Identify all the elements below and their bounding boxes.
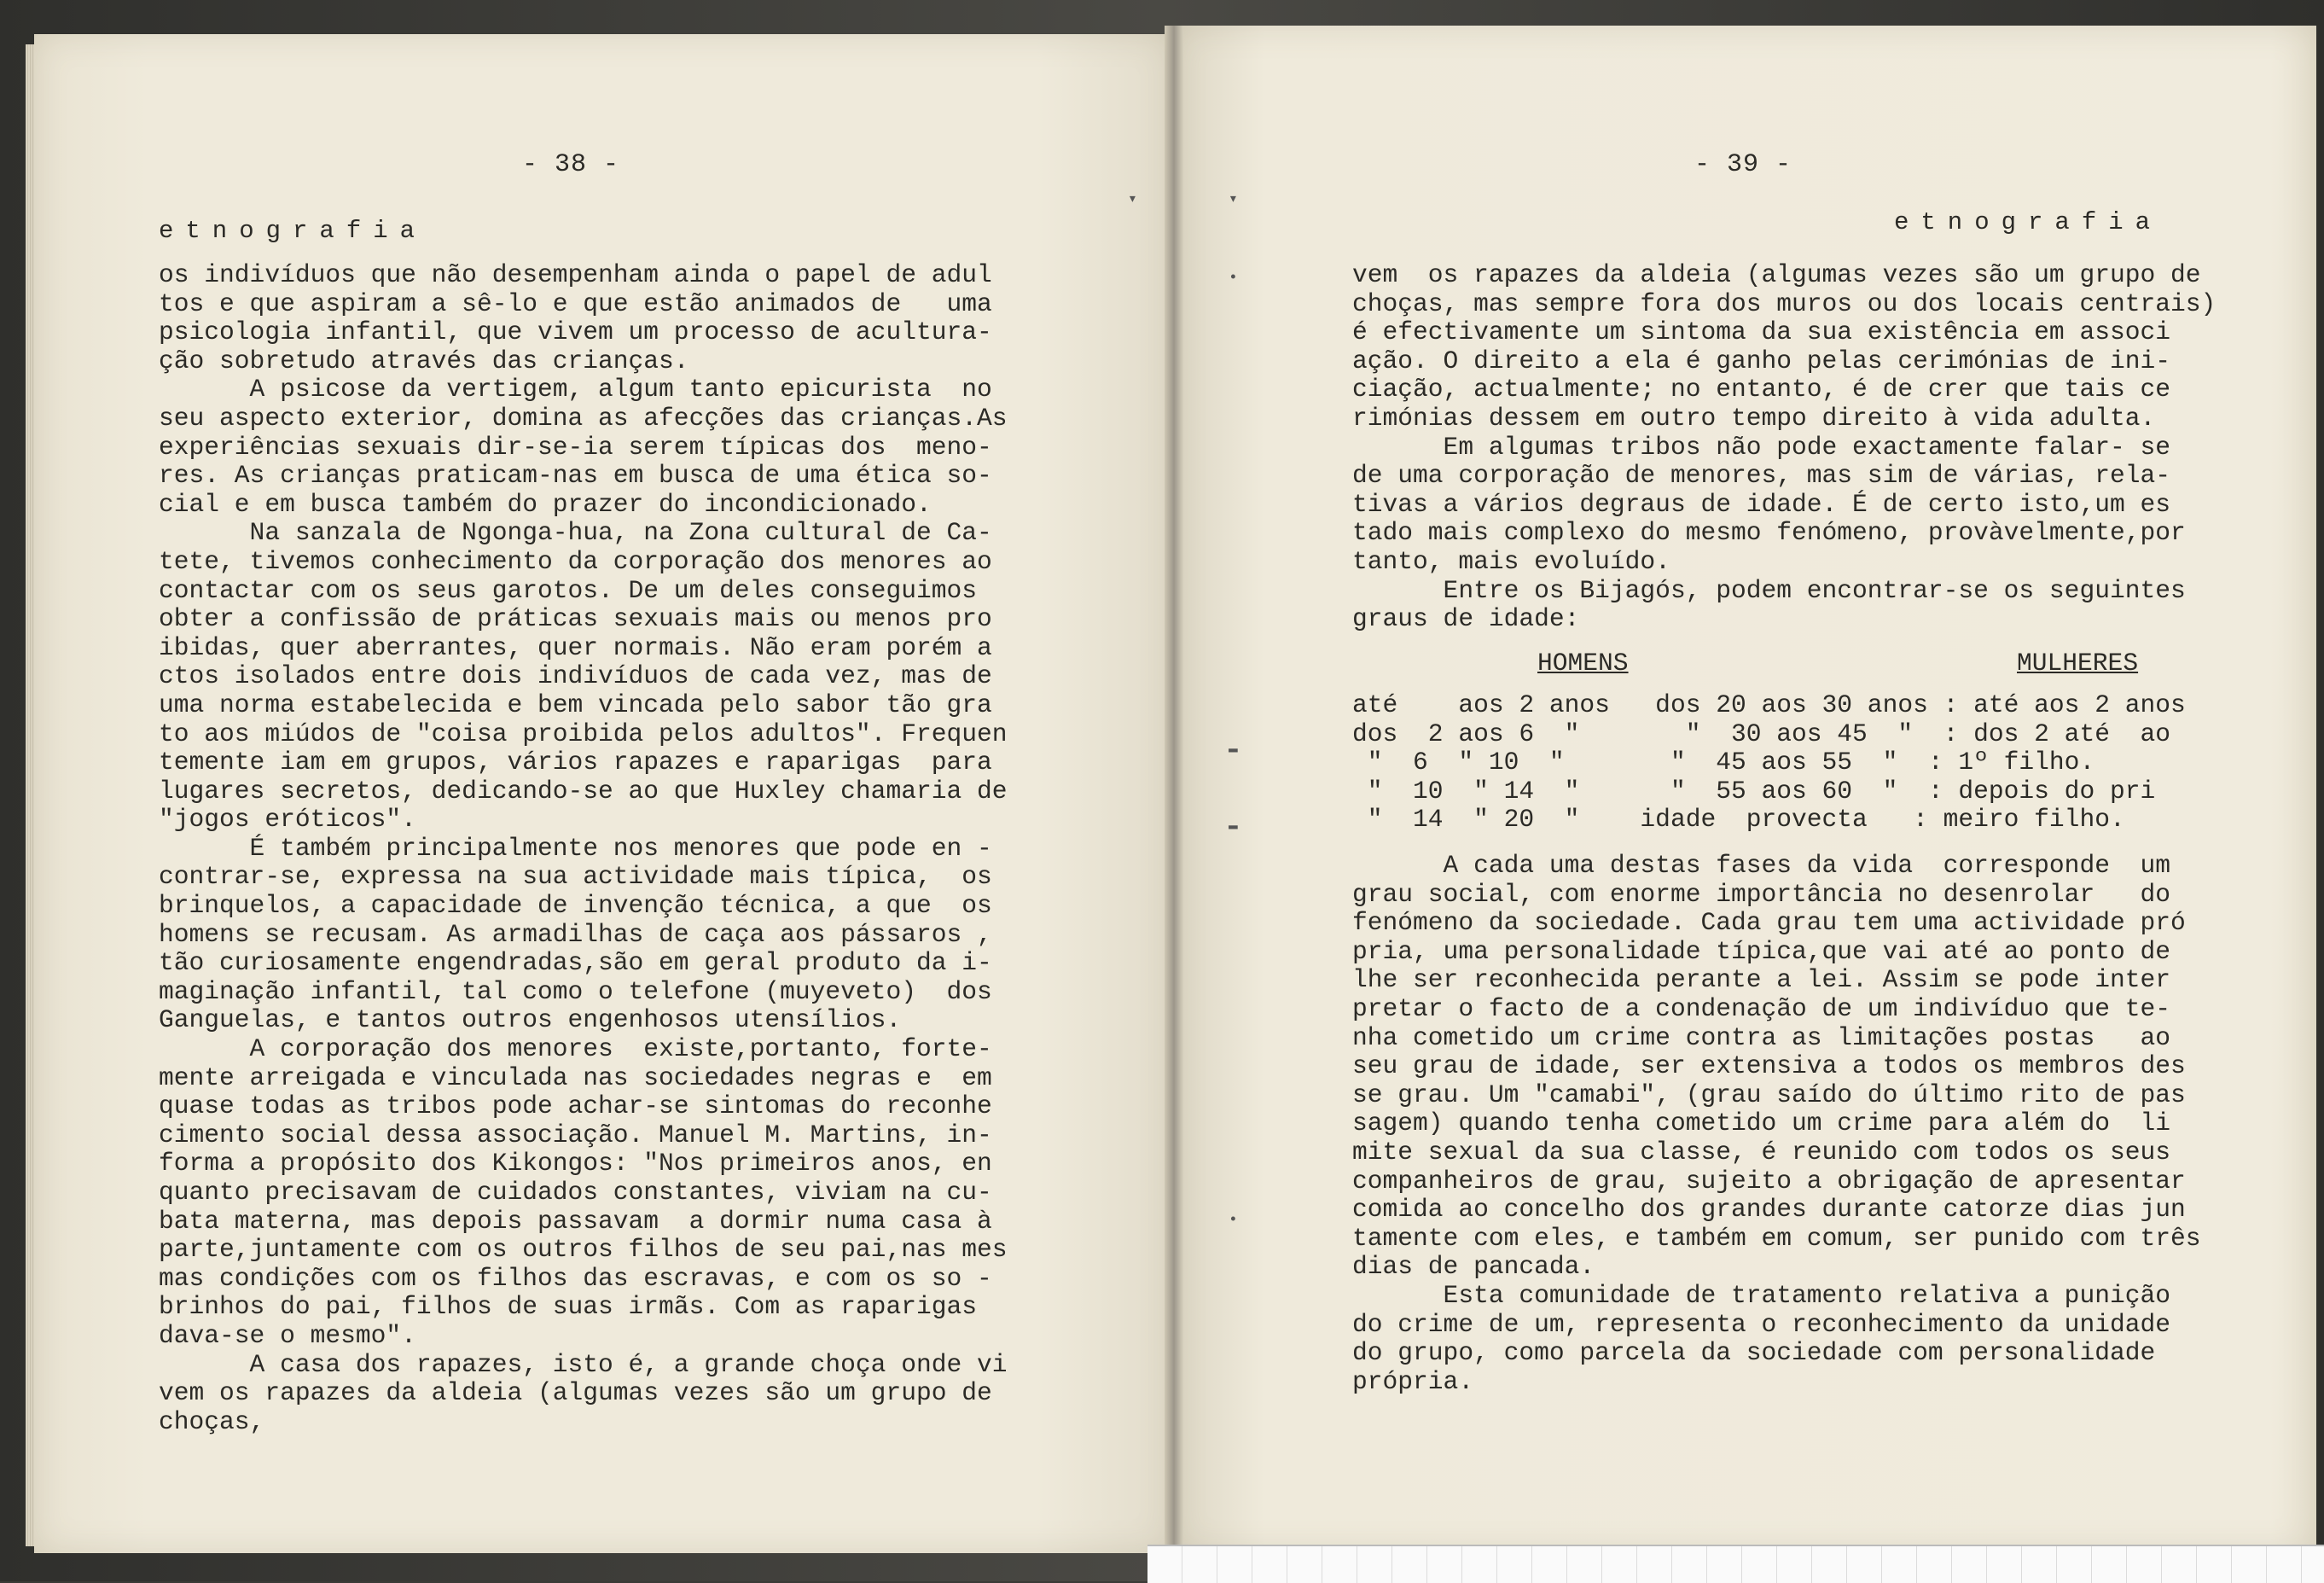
right-page-body-bottom: A cada uma destas fases da vida corresponde um grau social, com enorme importância no desenrolar do fenómeno da sociedade. Cada grau tem uma actividade pró pria, uma personalidade típica,que vai até ao ponto de lhe ser reconhecida perante a lei. Assim se pode inter pretar o facto de a condenação de um indivíduo que te- nha cometido um crime contra as limitações postas ao seu grau de idade, ser extensiva a todos os membros des se grau. Um "camabi", (grau saído do último rito de pas sagem) quando tenha cometido um crime para além do li mite sexual da sua classe, é reunido com todos os seus companheiros de grau, sujeito a obrigação de apresentar comida ao concelho dos grandes durante catorze dias jun tamente com eles, e também em comum, ser punido com três dias de pancada. Esta comunidade de tratamento relativa a punição do crime de um, representa o reconhecimento da unidade do grupo, como parcela da sociedade com personalidade própria. — [1352, 851, 2201, 1396]
binding-mark: ▾ — [1128, 191, 1137, 208]
table-row: " 6 " 10 " " 45 aos 55 " : 1º filho. — [1352, 748, 2095, 777]
table-header-homens: HOMENS — [1537, 649, 1629, 678]
right-page-number: - 39 - — [1694, 150, 1792, 179]
binding-mark: • — [1229, 1212, 1238, 1229]
binding-mark: • — [1229, 270, 1238, 287]
left-page-body: os indivíduos que não desempenham ainda o papel de adul tos e que aspiram a sê-lo e que estão animados de uma psicologia infantil, que vivem um processo de acultura- ção sobretudo através das crianças. A psicose da vertigem, algum tanto epicurista no seu aspecto exterior, domina as afecções das crianças.As experiências sexuais dir-se-ia serem típicas dos meno- res. As crianças praticam-nas em busca de uma ética so- cial e em busca também do prazer do incondicionado. Na sanzala de Ngonga-hua, na Zona cultural de Ca- tete, tivemos conhecimento da corporação dos menores ao contactar com os seus garotos. De um deles conseguimos obter a confissão de práticas sexuais mais ou menos pro ibidas, quer aberrantes, quer normais. Não eram porém a ctos isolados entre dois indivíduos de cada vez, mas de uma norma estabelecida e bem vincada pelo sabor tão gra to aos miúdos de "coisa proibida pelos adultos". Frequen temente iam em grupos, vários rapazes e raparigas para lugares secretos, dedicando-se ao que Huxley chamaria de "jogos eróticos". É também principalmente nos menores que pode en - contrar-se, expressa na sua actividade mais típica, os brinquelos, a capacidade de invenção técnica, a que os homens se recusam. As armadilhas de caça aos pássaros , tão curiosamente engendradas,são em geral produto da i- maginação infantil, tal como o telefone (muyeveto) dos Ganguelas, e tantos outros engenhosos utensílios. A corporação dos menores existe,portanto, forte- mente arreigada e vinculada nas sociedades negras e em quase todas as tribos pode achar-se sintomas do reconhe cimento social dessa associação. Manuel M. Martins, in- forma a propósito dos Kikongos: "Nos primeiros anos, en quanto precisavam de cuidados constantes, viviam na cu- bata materna, mas depois passavam a dormir numa casa à parte,juntamente com os outros filhos de seu pai,nas mes mas condições com os filhos das escravas, e com os so - brinhos do pai, filhos de suas irmãs. Com as raparigas dava-se o mesmo". A casa dos rapazes, isto é, a grande choça onde vi vem os rapazes da aldeia (algumas vezes são um grupo de choças, — [159, 260, 1008, 1436]
age-grades-table — [1352, 691, 2186, 835]
table-row: " 14 " 20 " idade provecta : meiro filho. — [1352, 805, 2125, 835]
book-gutter — [1165, 26, 1183, 1553]
binding-mark: ▾ — [1229, 191, 1238, 208]
scale-ruler — [1147, 1545, 2324, 1583]
table-row: " 10 " 14 " " 55 aos 60 " : depois do pri — [1352, 776, 2156, 806]
binding-mark: ▬ — [1229, 741, 1238, 758]
right-page-body-top: vem os rapazes da aldeia (algumas vezes são um grupo de choças, mas sempre fora dos muros ou dos locais centrais) é efectivamente um sintoma da sua existência em associ ação. O direito a ela é ganho pelas cerimónias de ini- ciação, actualmente; no entanto, é de crer que tais ce rimónias dessem em outro tempo direito à vida adulta. Em algumas tribos não pode exactamente falar- se de uma corporação de menores, mas sim de várias, rela- tivas a vários degraus de idade. É de certo isto,um es tado mais complexo do mesmo fenómeno, provàvelmente,por tanto, mais evoluído. Entre os Bijagós, podem encontrar-se os seguintes graus de idade: — [1352, 260, 2217, 634]
table-header-mulheres: MULHERES — [2017, 649, 2139, 678]
binding-mark: ▬ — [1229, 818, 1238, 835]
table-row: até aos 2 anos dos 20 aos 30 anos : até aos 2 anos — [1352, 690, 2186, 719]
left-page-header: etnografia — [159, 217, 427, 245]
right-page-header: etnografia — [1894, 208, 2163, 236]
left-page-number: - 38 - — [522, 150, 620, 179]
table-row: dos 2 aos 6 " " 30 aos 45 " : dos 2 até ao — [1352, 719, 2170, 748]
